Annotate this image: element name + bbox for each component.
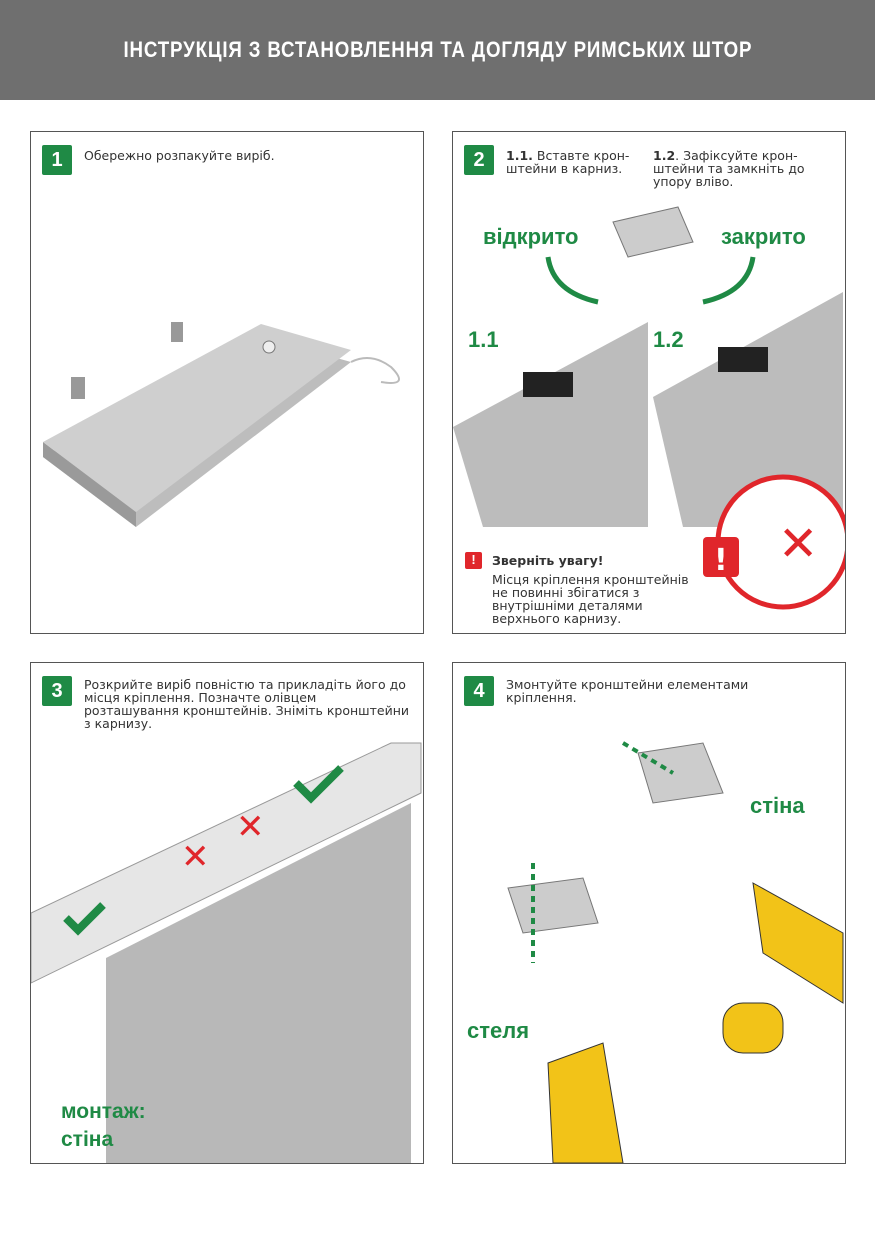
step-3-panel xyxy=(30,662,424,1164)
header-bar xyxy=(0,0,875,100)
step-1-panel xyxy=(30,131,424,634)
label-wall: стіна xyxy=(61,1128,114,1151)
step-number: 4 xyxy=(464,676,494,706)
step-sub-text: Вставте крон-штейни в карниз. xyxy=(506,148,630,176)
step-number: 1 xyxy=(42,145,72,175)
warning-title: Зверніть увагу! xyxy=(492,553,604,568)
folded-blind-illustration xyxy=(31,132,424,634)
step-text: Розкрийте виріб повністю та прикладіть його до місця кріплення. Позначте олівцем розташування кронштейнів. Зніміть кронштейни з карнизу. xyxy=(84,677,409,731)
step-2-panel xyxy=(452,131,846,634)
warning-icon: ! xyxy=(465,552,482,569)
svg-text:!: ! xyxy=(714,543,728,578)
step-number: 2 xyxy=(464,145,494,175)
step-text: Змонтуйте кронштейни елементами кріплення. xyxy=(506,677,749,705)
svg-text:✕: ✕ xyxy=(236,807,265,847)
label-closed: закрито xyxy=(721,224,806,249)
step-text: Обережно розпакуйте виріб. xyxy=(84,148,275,163)
drill-illustration xyxy=(453,663,846,1164)
label-mount: монтаж: xyxy=(61,1100,146,1123)
svg-text:✕: ✕ xyxy=(181,837,210,877)
label-open: відкрито xyxy=(483,224,579,249)
step-4-panel xyxy=(452,662,846,1164)
mounting-illustration xyxy=(31,663,424,1164)
step-sub-text: . Зафіксуйте крон-штейни та замкніть до упору вліво. xyxy=(653,148,805,189)
step-sub-number: 1.2 xyxy=(653,148,676,163)
label-wall: стіна xyxy=(750,793,805,818)
step-number: 3 xyxy=(42,676,72,706)
step-sub-number: 1.1. xyxy=(506,148,533,163)
label-1-1: 1.1 xyxy=(468,327,499,352)
label-1-2: 1.2 xyxy=(653,327,684,352)
svg-text:✕: ✕ xyxy=(778,516,819,572)
warning-text: Місця кріплення кронштейнів не повинні збігатися з внутрішніми деталями верхнього карнизу. xyxy=(492,572,689,626)
page-title: ІНСТРУКЦІЯ З ВСТАНОВЛЕННЯ ТА ДОГЛЯДУ РИМСЬКИХ ШТОР xyxy=(123,37,752,62)
label-ceiling: стеля xyxy=(467,1018,530,1043)
